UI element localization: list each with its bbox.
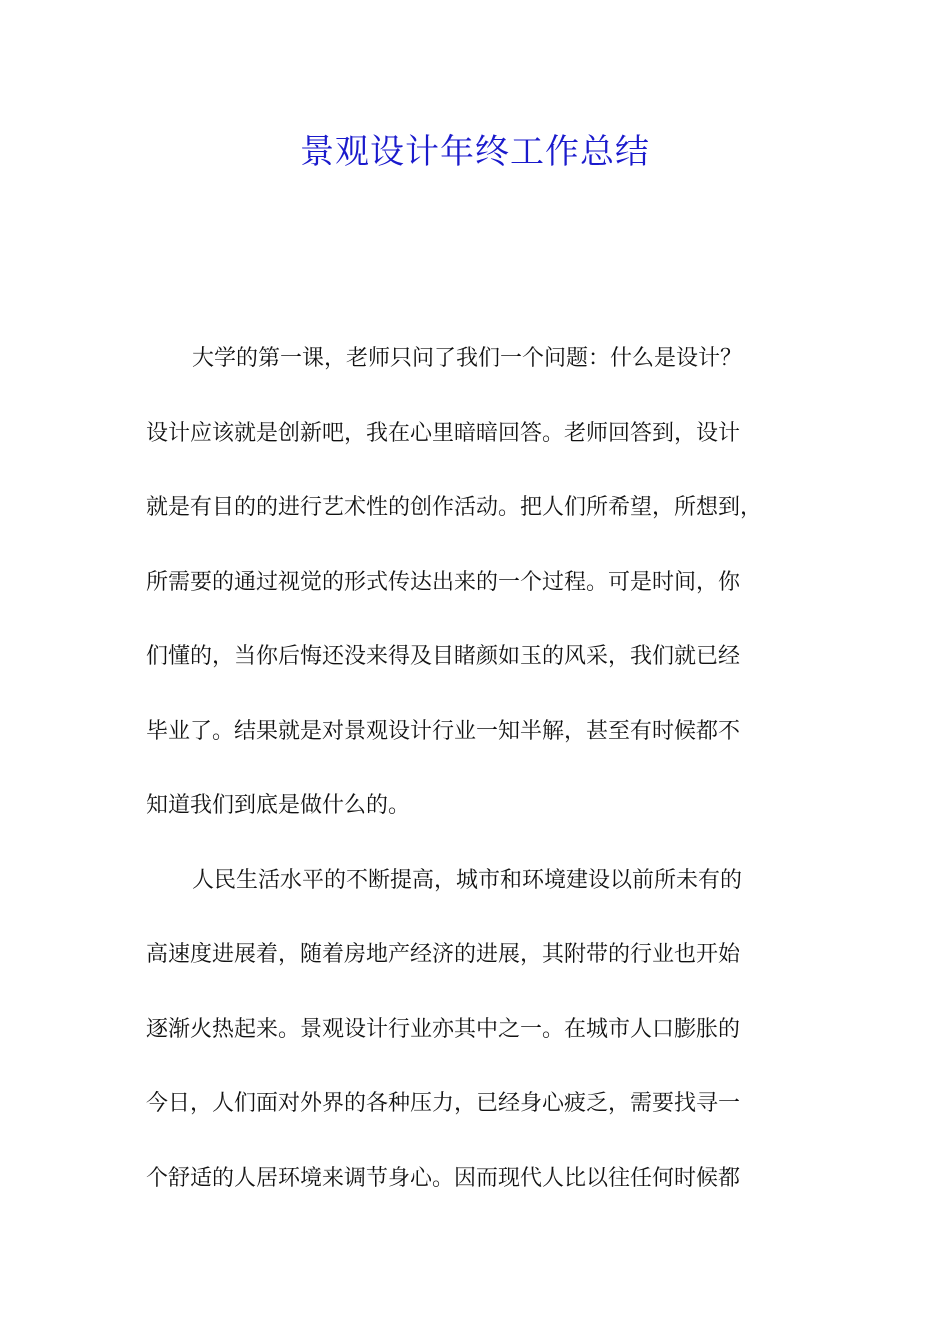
paragraph-line: 设计应该就是创新吧，我在心里暗暗回答。老师回答到，设计 xyxy=(146,420,741,446)
paragraph-line: 人民生活水平的不断提高，城市和环境建设以前所未有的 xyxy=(192,867,743,893)
paragraph-line: 们懂的，当你后悔还没来得及目睹颜如玉的风采，我们就已经 xyxy=(146,644,741,669)
paragraph-line: 知道我们到底是做什么的。 xyxy=(146,793,411,818)
paragraph-line: 毕业了。结果就是对景观设计行业一知半解，甚至有时候都不 xyxy=(146,718,741,744)
document-body xyxy=(146,340,816,1234)
paragraph-line: 所需要的通过视觉的形式传达出来的一个过程。可是时间，你 xyxy=(146,569,741,595)
paragraph-line: 就是有目的的进行艺术性的创作活动。把人们所希望，所想到， xyxy=(146,495,763,520)
paragraph-2 xyxy=(146,862,816,1235)
paragraph-line: 今日，人们面对外界的各种压力，已经身心疲乏，需要找寻一 xyxy=(146,1091,741,1116)
document-title: 景观设计年终工作总结 xyxy=(300,132,650,172)
paragraph-line: 高速度进展着，随着房地产经济的进展，其附带的行业也开始 xyxy=(146,942,741,967)
paragraph-1 xyxy=(146,340,816,862)
paragraph-line: 大学的第一课，老师只问了我们一个问题：什么是设计？ xyxy=(192,346,743,371)
paragraph-line: 逐渐火热起来。景观设计行业亦其中之一。在城市人口膨胀的 xyxy=(146,1016,741,1042)
paragraph-line: 个舒适的人居环境来调节身心。因而现代人比以往任何时候都 xyxy=(146,1165,741,1191)
